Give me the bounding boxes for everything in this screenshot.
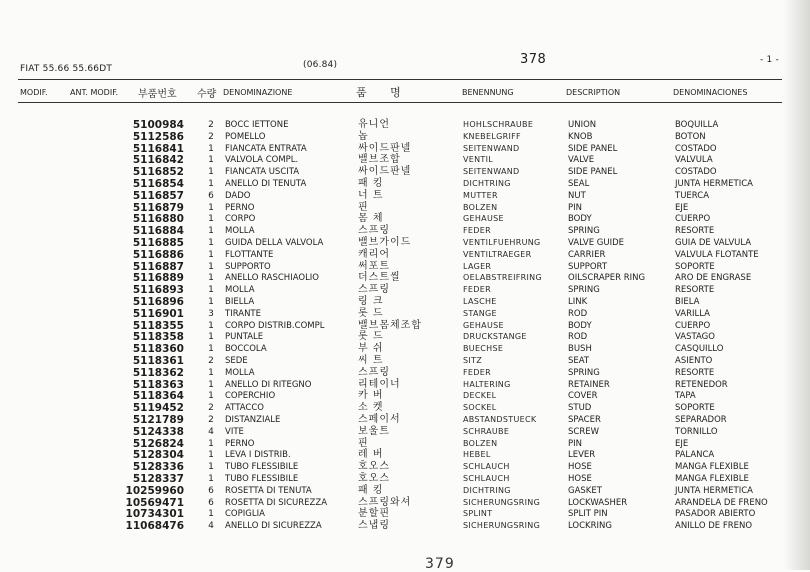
part-number: 5118361 — [132, 355, 184, 367]
name-german: DECKEL — [463, 391, 497, 401]
name-italian: ATTACCO — [225, 403, 264, 414]
name-italian: ROSETTA DI TENUTA — [225, 485, 312, 496]
quantity: 1 — [208, 391, 214, 402]
name-spanish: MANGA FLEXIBLE — [675, 462, 749, 473]
quantity: 1 — [208, 143, 214, 154]
part-number: 5100984 — [132, 119, 184, 131]
name-italian: GUIDA DELLA VALVOLA — [225, 238, 324, 248]
name-korean: 보울트 — [358, 425, 390, 437]
name-english: PIN — [568, 438, 582, 449]
name-german: LASCHE — [463, 297, 497, 306]
name-italian: LEVA I DISTRIB. — [225, 450, 291, 461]
part-number: 5116887 — [132, 260, 184, 273]
part-number: 5116854 — [132, 178, 184, 190]
name-korean: 롯 드 — [358, 331, 384, 343]
table-row — [0, 237, 790, 249]
quantity: 2 — [208, 415, 214, 425]
name-italian: ANELLO RASCHIAOLIO — [225, 273, 319, 284]
name-korean: 놉 — [358, 130, 369, 142]
name-english: OILSCRAPER RING — [568, 273, 646, 284]
name-english: VALVE GUIDE — [568, 238, 625, 248]
name-spanish: CUERPO — [675, 214, 711, 225]
table-row — [0, 308, 790, 320]
name-german: ABSTANDSTUECK — [463, 415, 537, 424]
name-german: HEBEL — [463, 450, 491, 460]
name-spanish: BOQUILLA — [675, 120, 719, 130]
table-row — [0, 343, 790, 355]
name-english: ROD — [568, 308, 588, 319]
name-spanish: COSTADO — [675, 143, 717, 154]
name-german: SITZ — [463, 356, 483, 365]
name-italian: BOCC IETTONE — [225, 120, 289, 130]
part-number: 10259960 — [125, 484, 184, 497]
name-korean: 카 버 — [358, 390, 384, 402]
part-number: 5126824 — [132, 437, 184, 450]
name-spanish: ARO DE ENGRASE — [675, 273, 752, 284]
name-spanish: RETENEDOR — [675, 379, 728, 390]
table-row — [0, 119, 790, 131]
quantity: 3 — [208, 308, 214, 319]
name-english: PIN — [568, 202, 582, 213]
name-korean: 호오스 — [358, 473, 390, 484]
part-number: 5116857 — [132, 189, 184, 202]
quantity: 1 — [208, 214, 214, 225]
name-german: FEDER — [463, 226, 491, 236]
name-korean: 몸 체 — [358, 213, 384, 225]
name-spanish: RESORTE — [675, 226, 715, 237]
quantity: 6 — [208, 190, 214, 201]
table-row — [0, 261, 790, 273]
table-row — [0, 143, 790, 155]
part-number: 5116889 — [132, 272, 184, 285]
quantity: 1 — [208, 474, 214, 484]
name-english: SPRING — [568, 367, 600, 378]
name-english: BUSH — [568, 344, 592, 355]
table-row — [0, 426, 790, 438]
name-korean: 리테이너 — [358, 378, 401, 390]
name-spanish: PALANCA — [675, 450, 715, 461]
name-korean: 스페이서 — [358, 414, 401, 425]
quantity: 2 — [208, 403, 214, 414]
name-spanish: TORNILLO — [675, 426, 718, 437]
page-number: 378 — [520, 52, 547, 67]
part-number: 11068476 — [125, 520, 184, 533]
name-german: DICHTRING — [463, 179, 511, 188]
name-spanish: EJE — [675, 438, 689, 449]
part-number: 5128337 — [132, 473, 184, 485]
name-korean: 분할핀 — [358, 508, 390, 520]
name-english: SUPPORT — [568, 261, 608, 272]
quantity: 1 — [208, 273, 214, 284]
name-italian: CORPO DISTRIB.COMPL — [225, 320, 325, 331]
name-spanish: CASQUILLO — [675, 344, 724, 355]
name-german: DRUCKSTANGE — [463, 332, 527, 342]
part-number: 10569471 — [125, 496, 184, 509]
name-german: OELABSTREIFRING — [463, 273, 542, 283]
name-english: LINK — [568, 297, 588, 307]
name-korean: 밸브조합 — [358, 154, 401, 166]
quantity: 1 — [208, 462, 214, 473]
name-korean: 링 크 — [358, 296, 384, 307]
name-korean: 너 트 — [358, 189, 384, 201]
table-row — [0, 296, 790, 308]
quantity: 4 — [208, 521, 214, 532]
model-title: FIAT 55.66 55.66DT — [20, 64, 113, 74]
name-german: FEDER — [463, 285, 491, 295]
quantity: 1 — [208, 249, 214, 260]
name-italian: SUPPORTO — [225, 261, 271, 272]
quantity: 1 — [208, 320, 214, 331]
name-english: STUD — [568, 403, 592, 414]
name-spanish: MANGA FLEXIBLE — [675, 474, 749, 484]
table-row — [0, 414, 790, 426]
name-korean: 스냅링 — [358, 520, 390, 532]
name-german: SEITENWAND — [463, 143, 520, 153]
table-row — [0, 202, 790, 214]
name-korean: 소 켓 — [358, 402, 384, 414]
name-english: KNOB — [568, 131, 593, 142]
name-italian: ROSETTA DI SICUREZZA — [225, 497, 328, 508]
name-german: SEITENWAND — [463, 167, 520, 177]
header-rule-bottom — [18, 102, 782, 103]
name-korean: 핀 — [358, 201, 369, 213]
table-row — [0, 485, 790, 497]
name-italian: SEDE — [225, 356, 248, 366]
name-spanish: ARANDELA DE FRENO — [675, 497, 768, 508]
quantity: 1 — [208, 450, 214, 461]
name-korean: 롯 드 — [358, 307, 384, 319]
name-english: SEAL — [568, 179, 590, 189]
name-korean: 스프링 — [358, 225, 390, 237]
col-benennung: BENENNUNG — [462, 88, 514, 97]
name-german: MUTTER — [463, 190, 498, 200]
name-spanish: JUNTA HERMETICA — [675, 485, 753, 496]
part-number: 5116879 — [132, 201, 184, 214]
name-italian: COPIGLIA — [225, 509, 265, 520]
quantity: 2 — [208, 131, 214, 142]
name-english: NUT — [568, 190, 586, 201]
quantity: 1 — [208, 167, 214, 178]
name-italian: TUBO FLESSIBILE — [225, 462, 299, 473]
part-number: 5116896 — [132, 296, 184, 308]
name-italian: VITE — [225, 426, 244, 437]
name-spanish: ASIENTO — [675, 356, 713, 366]
name-english: HOSE — [568, 462, 592, 473]
part-number: 5118360 — [132, 343, 184, 356]
name-german: GEHAUSE — [463, 320, 504, 330]
name-english: GASKET — [568, 485, 602, 496]
quantity: 1 — [208, 202, 214, 213]
header-rule-top — [18, 79, 782, 80]
table-row — [0, 379, 790, 391]
name-korean: 부 쉬 — [358, 343, 384, 355]
name-spanish: EJE — [675, 202, 689, 213]
name-italian: PERNO — [225, 438, 255, 449]
name-german: HOHLSCHRAUBE — [463, 120, 534, 129]
table-row — [0, 473, 790, 485]
table-row — [0, 402, 790, 414]
part-number: 5116841 — [132, 142, 184, 155]
name-german: BUECHSE — [463, 344, 504, 354]
name-korean: 밸브가이드 — [358, 237, 412, 248]
table-row — [0, 367, 790, 379]
name-english: SPACER — [568, 415, 601, 425]
name-italian: TIRANTE — [225, 308, 261, 319]
col-name-korean: 품 명 — [356, 86, 411, 99]
table-row — [0, 225, 790, 237]
name-english: LOCKWASHER — [568, 497, 628, 508]
name-english: LEVER — [568, 450, 596, 461]
part-number: 5116880 — [132, 213, 184, 226]
quantity: 1 — [208, 155, 214, 166]
quantity: 1 — [208, 285, 214, 296]
col-denominazione: DENOMINAZIONE — [223, 88, 293, 97]
name-spanish: JUNTA HERMETICA — [675, 179, 753, 189]
part-number: 5116884 — [132, 225, 184, 238]
table-row — [0, 213, 790, 225]
part-number: 10734301 — [125, 508, 184, 521]
quantity: 1 — [208, 297, 214, 307]
quantity: 1 — [208, 509, 214, 520]
name-german: BOLZEN — [463, 202, 498, 212]
part-number: 5116852 — [132, 166, 184, 179]
name-korean: 씨 트 — [358, 355, 384, 366]
name-italian: ANELLO DI RITEGNO — [225, 379, 312, 390]
quantity: 2 — [208, 356, 214, 366]
name-english: SPRING — [568, 285, 600, 296]
name-german: BOLZEN — [463, 438, 498, 448]
table-row — [0, 320, 790, 332]
col-denominaciones: DENOMINACIONES — [673, 88, 748, 97]
name-spanish: BOTON — [675, 131, 706, 142]
name-german: FEDER — [463, 367, 491, 377]
name-german: VENTILTRAEGER — [463, 249, 532, 259]
name-italian: MOLLA — [225, 367, 255, 378]
name-italian: PUNTALE — [225, 332, 264, 343]
quantity: 1 — [208, 261, 214, 272]
part-number: 5118362 — [132, 366, 184, 379]
name-italian: FIANCATA ENTRATA — [225, 143, 307, 154]
name-spanish: TAPA — [675, 391, 696, 402]
quantity: 1 — [208, 179, 214, 189]
part-number: 5128304 — [132, 449, 184, 462]
table-row — [0, 508, 790, 520]
part-number: 5118363 — [132, 378, 184, 391]
table-row — [0, 438, 790, 450]
quantity: 1 — [208, 238, 214, 248]
name-german: VENTILFUEHRUNG — [463, 238, 541, 247]
table-row — [0, 520, 790, 532]
name-english: SIDE PANEL — [568, 143, 618, 154]
name-korean: 더스트씰 — [358, 272, 401, 284]
name-italian: MOLLA — [225, 226, 255, 237]
name-english: VALVE — [568, 155, 595, 166]
name-korean: 패 킹 — [358, 178, 384, 189]
table-row — [0, 166, 790, 178]
table-row — [0, 355, 790, 367]
name-italian: DADO — [225, 190, 251, 201]
name-english: CARRIER — [568, 249, 606, 260]
name-german: LAGER — [463, 261, 492, 271]
name-spanish: SOPORTE — [675, 261, 715, 272]
name-german: SCHLAUCH — [463, 462, 510, 472]
part-number: 5119452 — [132, 402, 184, 415]
name-italian: ANELLO DI SICUREZZA — [225, 521, 322, 532]
catalog-date: (06.84) — [303, 60, 338, 70]
name-german: SICHERUNGSRING — [463, 497, 541, 507]
part-number: 5116885 — [132, 237, 184, 249]
table-row — [0, 272, 790, 284]
name-italian: FLOTTANTE — [225, 249, 274, 260]
name-spanish: TUERCA — [675, 190, 710, 201]
quantity: 1 — [208, 367, 214, 378]
name-german: SICHERUNGSRING — [463, 521, 541, 531]
quantity: 1 — [208, 379, 214, 390]
quantity: 1 — [208, 438, 214, 449]
name-spanish: COSTADO — [675, 167, 717, 178]
name-english: BODY — [568, 214, 592, 225]
name-korean: 캐리어 — [358, 248, 390, 260]
part-number: 5124338 — [132, 425, 184, 438]
part-number: 5116886 — [132, 248, 184, 261]
table-row — [0, 249, 790, 261]
name-italian: COPERCHIO — [225, 391, 276, 402]
name-italian: TUBO FLESSIBILE — [225, 474, 299, 484]
name-english: SPRING — [568, 226, 600, 237]
name-english: RETAINER — [568, 379, 610, 390]
name-italian: BIELLA — [225, 297, 255, 307]
name-spanish: VALVULA FLOTANTE — [675, 249, 759, 260]
name-italian: ANELLO DI TENUTA — [225, 179, 307, 189]
name-spanish: PASADOR ABIERTO — [675, 509, 756, 520]
page-indicator: - 1 - — [760, 55, 779, 65]
name-english: ROD — [568, 332, 588, 343]
quantity: 1 — [208, 226, 214, 237]
name-spanish: VALVULA — [675, 155, 713, 166]
name-english: UNION — [568, 120, 597, 130]
part-number: 5116842 — [132, 154, 184, 167]
quantity: 4 — [208, 426, 214, 437]
name-german: DICHTRING — [463, 485, 511, 495]
name-spanish: VASTAGO — [675, 332, 715, 343]
table-row — [0, 331, 790, 343]
quantity: 1 — [208, 332, 214, 343]
name-korean: 써포트 — [358, 260, 390, 272]
col-quantity: 수량 — [197, 89, 217, 100]
name-german: SCHLAUCH — [463, 474, 510, 483]
name-spanish: RESORTE — [675, 367, 715, 378]
name-italian: DISTANZIALE — [225, 415, 281, 425]
name-english: SPLIT PIN — [568, 509, 608, 520]
name-korean: 스프링 — [358, 284, 390, 296]
name-italian: CORPO — [225, 214, 256, 225]
name-korean: 스프링와셔 — [358, 496, 412, 508]
name-spanish: GUIA DE VALVULA — [675, 238, 752, 248]
name-spanish: SEPARADOR — [675, 415, 727, 425]
quantity: 6 — [208, 497, 214, 508]
name-spanish: VARILLA — [675, 308, 710, 319]
name-italian: MOLLA — [225, 285, 255, 296]
part-number: 5112586 — [132, 130, 184, 143]
table-row — [0, 390, 790, 402]
table-row — [0, 154, 790, 166]
name-german: STANGE — [463, 308, 497, 318]
name-korean: 패 킹 — [358, 484, 384, 496]
part-number: 5116893 — [132, 284, 184, 297]
quantity: 2 — [208, 120, 214, 130]
name-korean: 밸브몸체조합 — [358, 319, 422, 331]
col-description: DESCRIPTION — [566, 88, 621, 97]
table-row — [0, 497, 790, 509]
part-number: 5121789 — [132, 414, 184, 426]
name-spanish: ANILLO DE FRENO — [675, 521, 753, 532]
name-korean: 레 버 — [358, 449, 384, 461]
col-part-number: 부품번호 — [138, 89, 177, 100]
name-german: KNEBELGRIFF — [463, 131, 521, 141]
name-english: BODY — [568, 320, 592, 331]
table-row — [0, 461, 790, 473]
table-row — [0, 178, 790, 190]
name-spanish: SOPORTE — [675, 403, 715, 414]
name-german: GEHAUSE — [463, 214, 504, 224]
name-korean: 유니언 — [358, 119, 390, 130]
table-row — [0, 131, 790, 143]
name-italian: BOCCOLA — [225, 344, 267, 355]
name-italian: PERNO — [225, 202, 255, 213]
name-german: VENTIL — [463, 155, 494, 165]
name-italian: VALVOLA COMPL. — [225, 155, 299, 166]
table-row — [0, 190, 790, 202]
part-number: 5118358 — [132, 331, 184, 344]
part-number: 5128336 — [132, 461, 184, 474]
name-korean: 호오스 — [358, 461, 390, 473]
name-italian: FIANCATA USCITA — [225, 167, 300, 178]
quantity: 6 — [208, 485, 214, 496]
name-english: LOCKRING — [568, 521, 612, 532]
name-italian: POMELLO — [225, 131, 266, 142]
quantity: 1 — [208, 344, 214, 355]
name-korean: 스프링 — [358, 366, 390, 378]
part-number: 5118355 — [132, 319, 184, 332]
col-modif: MODIF. — [20, 88, 48, 97]
name-german: SPLINT — [463, 509, 493, 519]
col-ant-modif: ANT. MODIF. — [70, 88, 119, 97]
part-number: 5116901 — [132, 307, 184, 320]
name-english: SIDE PANEL — [568, 167, 618, 178]
name-korean: 핀 — [358, 437, 369, 449]
name-german: SCHRAUBE — [463, 426, 510, 436]
name-spanish: RESORTE — [675, 285, 715, 296]
name-german: SOCKEL — [463, 403, 497, 413]
table-row — [0, 284, 790, 296]
name-spanish: CUERPO — [675, 320, 711, 331]
name-spanish: BIELA — [675, 297, 700, 307]
footer-page-mark: 379 — [425, 556, 455, 572]
part-number: 5118364 — [132, 390, 184, 403]
name-korean: 싸이드판넬 — [358, 142, 412, 154]
name-english: COVER — [568, 391, 598, 402]
name-english: SCREW — [568, 426, 600, 437]
name-korean: 싸이드판넬 — [358, 166, 412, 178]
name-english: SEAT — [568, 356, 590, 366]
name-english: HOSE — [568, 474, 592, 484]
table-row — [0, 449, 790, 461]
name-german: HALTERING — [463, 379, 511, 389]
